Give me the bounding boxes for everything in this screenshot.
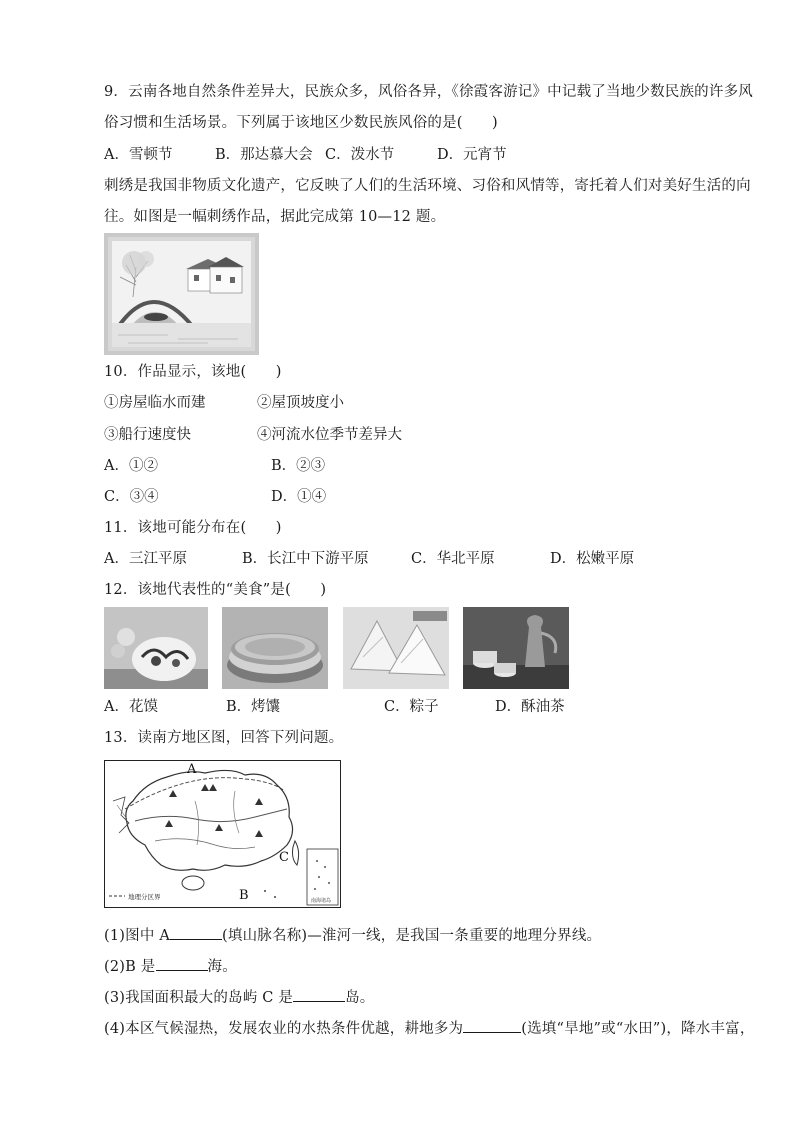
q11-option-b: B．长江中下游平原 <box>242 551 369 567</box>
q13-part4-post: (选填“旱地”或“水田”)，降水丰富， <box>521 1021 755 1037</box>
q13-part3 <box>104 987 374 1008</box>
q10-option-b: B．②③ <box>271 458 326 474</box>
q13-part1-pre: (1)图中 A <box>104 928 171 944</box>
food-image-b-kaonang <box>222 607 328 689</box>
q13-part3-post: 岛。 <box>345 990 375 1006</box>
map-label-a: A <box>187 762 197 777</box>
q12-option-b: B．烤馕 <box>226 699 281 715</box>
food-image-c-zongzi <box>343 607 449 689</box>
q10-item-3: ③船行速度快 <box>104 427 191 443</box>
q11-option-d: D．松嫩平原 <box>550 551 635 567</box>
q11-stem: 11．该地可能分布在( ) <box>104 520 282 536</box>
embroidery-image <box>104 233 259 355</box>
q12-stem: 12．该地代表性的“美食”是( ) <box>104 582 327 598</box>
food-image-a-huamo <box>104 607 208 689</box>
q13-stem: 13．读南方地区图，回答下列问题。 <box>104 730 344 746</box>
embroidery-artwork <box>108 237 255 351</box>
q12-option-d: D．酥油茶 <box>495 699 565 715</box>
q11-option-a: A．三江平原 <box>104 551 187 567</box>
q10-option-d: D．①④ <box>271 489 327 505</box>
q10-item-4: ④河流水位季节差异大 <box>257 427 402 443</box>
q11-option-c: C．华北平原 <box>411 551 495 567</box>
q12-option-c: C．粽子 <box>384 699 439 715</box>
intro-line1: 刺绣是我国非物质文化遗产，它反映了人们的生活环境、习俗和风情等，寄托着人们对美好生活的向 <box>104 178 751 194</box>
q13-part2-post: 海。 <box>207 959 237 975</box>
q13-part1-blank[interactable] <box>170 925 222 940</box>
q13-part3-blank[interactable] <box>293 987 345 1002</box>
q13-part2-pre: (2)B 是 <box>104 959 156 975</box>
q9-option-c: C．泼水节 <box>325 147 395 163</box>
q9-line1: 9．云南各地自然条件差异大，民族众多，风俗各异，《徐霞客游记》中记载了当地少数民族的许多风 <box>104 84 753 100</box>
q9-line2: 俗习惯和生活场景。下列属于该地区少数民族风俗的是( ) <box>104 115 498 131</box>
q13-part2 <box>104 956 237 977</box>
map-label-b: B <box>239 888 249 903</box>
food-image-d-suyoucha <box>463 607 569 689</box>
q9-option-a: A．雪顿节 <box>104 147 173 163</box>
q10-stem: 10．作品显示，该地( ) <box>104 364 282 380</box>
q10-option-c: C．③④ <box>104 489 159 505</box>
q10-option-a: A．①② <box>104 458 158 474</box>
map-label-c: C <box>279 850 289 865</box>
q13-part1-post: (填山脉名称)—淮河一线，是我国一条重要的地理分界线。 <box>222 928 602 944</box>
q10-item-2: ②屋顶坡度小 <box>257 395 344 411</box>
q9-option-d: D．元宵节 <box>437 147 507 163</box>
q10-item-1: ①房屋临水而建 <box>104 395 206 411</box>
q13-part2-blank[interactable] <box>156 956 208 971</box>
q13-part1 <box>104 925 601 946</box>
map-legend: 地理分区界 <box>128 893 161 901</box>
q9-option-b: B．那达慕大会 <box>215 147 313 163</box>
q13-part4 <box>104 1018 755 1039</box>
southern-region-map <box>104 760 341 908</box>
inset-label: 南海诸岛 <box>311 898 332 904</box>
intro-line2: 往。如图是一幅刺绣作品，据此完成第 10—12 题。 <box>104 209 446 225</box>
q13-part3-pre: (3)我国面积最大的岛屿 C 是 <box>104 990 294 1006</box>
q13-part4-blank[interactable] <box>463 1018 521 1033</box>
q13-part4-pre: (4)本区气候湿热，发展农业的水热条件优越，耕地多为 <box>104 1021 464 1037</box>
q12-option-a: A．花馍 <box>104 699 158 715</box>
